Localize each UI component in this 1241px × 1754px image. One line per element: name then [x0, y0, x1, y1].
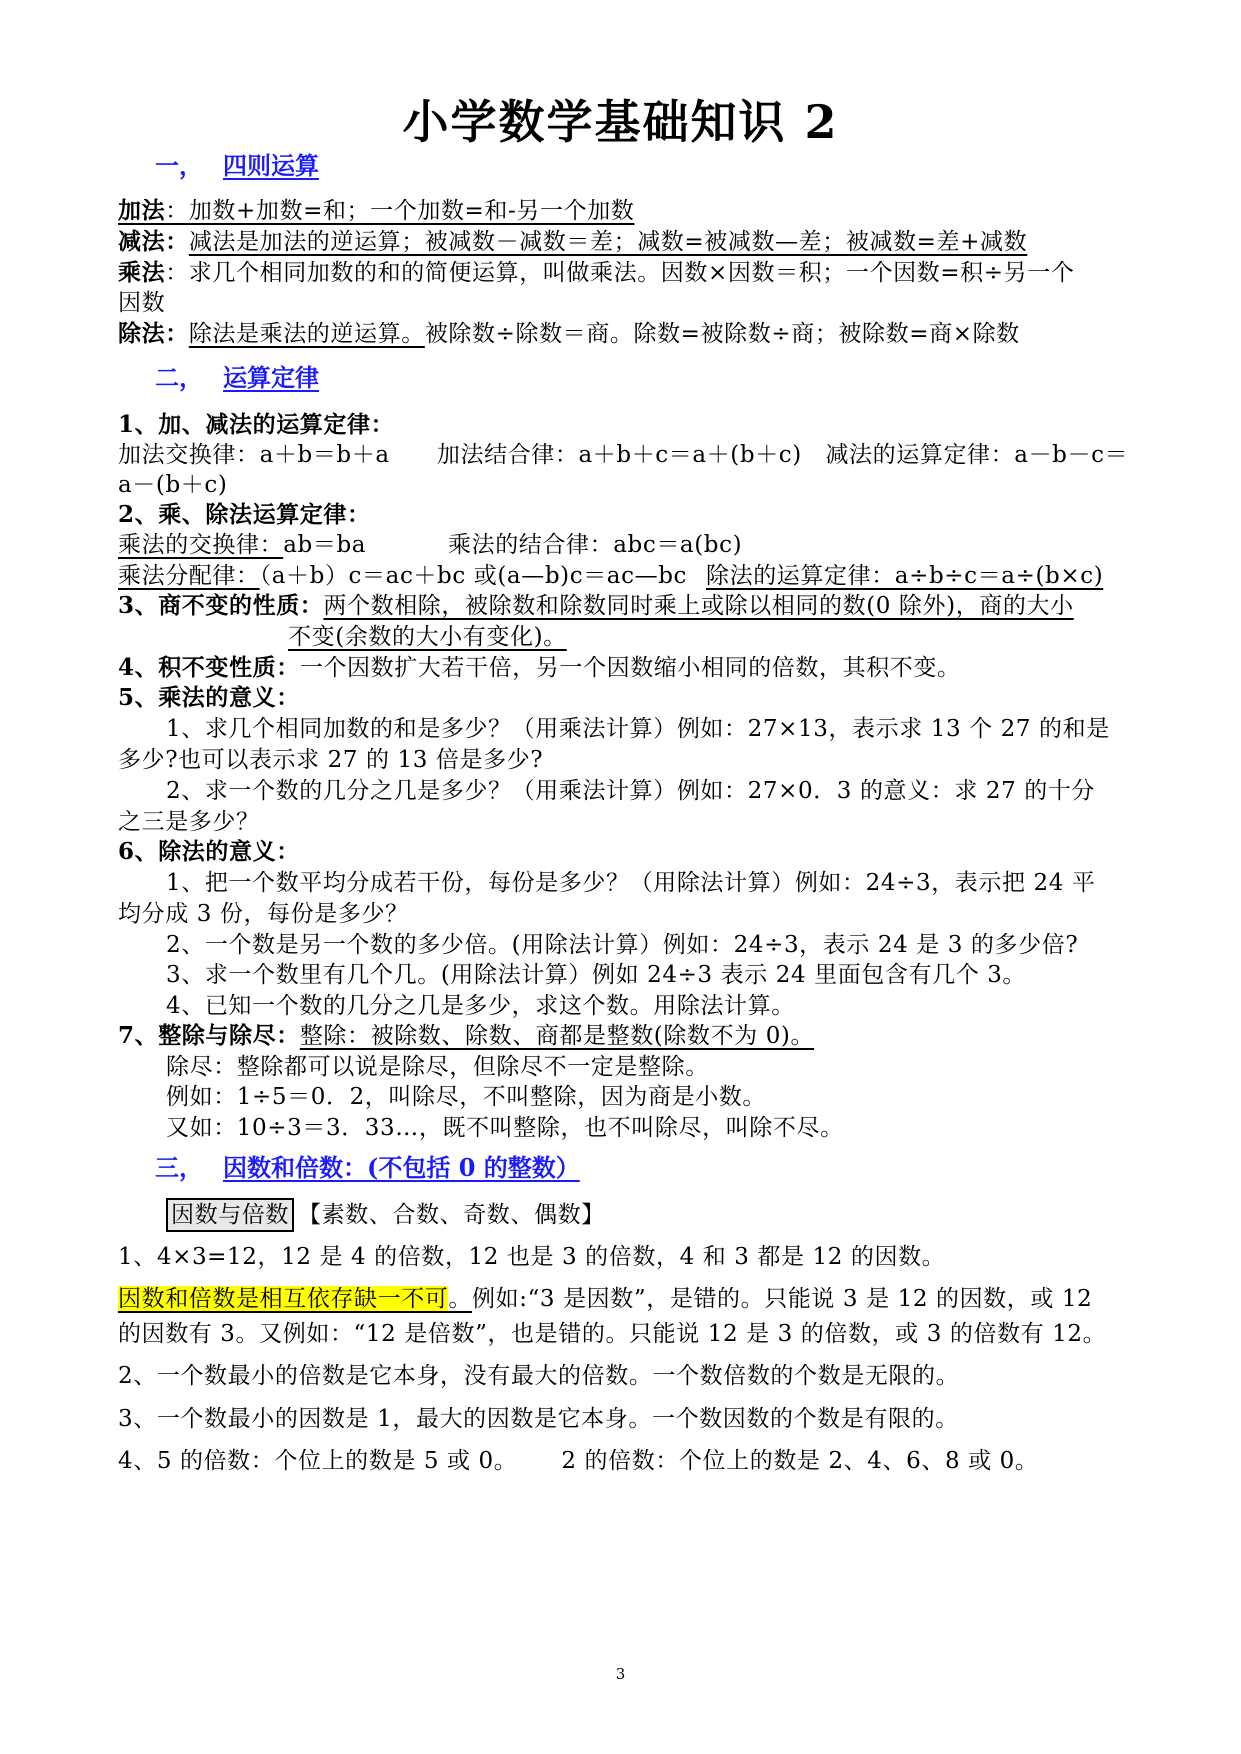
div-meaning-1: 1、把一个数平均分成若干份，每份是多少？（用除法计算）例如：24÷3，表示把 24 平 — [166, 870, 1096, 896]
distributive-label: 乘法分配律： — [118, 563, 260, 589]
associative-text: 乘法的结合律：abc＝a(bc) — [448, 532, 743, 558]
fm-point-4 — [118, 1444, 1038, 1478]
multiplication-line — [118, 256, 1074, 290]
exact-division-note: 除尽：整除都可以说是除尽，但除尽不一定是整除。 — [166, 1054, 709, 1080]
section-number: 一， — [155, 151, 203, 180]
subheading-5: 5、乘法的意义： — [118, 684, 300, 711]
commutative-label: 乘法的交换律： — [118, 532, 284, 558]
section-title: 四则运算 — [223, 151, 319, 180]
subheading-1: 1、加、减法的运算定律： — [118, 411, 395, 438]
subheading-4-text: 一个因数扩大若干倍，另一个因数缩小相同的倍数，其积不变。 — [299, 655, 961, 681]
subheading-3 — [118, 589, 1074, 623]
subheading-3-label: 3、商不变的性质： — [118, 592, 324, 619]
division-label: 除法： — [118, 320, 189, 347]
subheading-7-text: 整除：被除数、除数、商都是整数(除数不为 0)。 — [299, 1023, 815, 1049]
fm-point-highlight — [118, 1282, 1092, 1316]
mul-meaning-2-cont: 之三是多少？ — [118, 809, 260, 835]
division-text: 被除数÷除数＝商。除数=被除数÷商；被除数=商×除数 — [424, 321, 1020, 347]
page-number: 3 — [615, 1665, 626, 1683]
subtraction-line — [118, 225, 1027, 259]
commutative-text: ab＝ba — [283, 532, 367, 558]
section-heading-3 — [155, 1150, 580, 1186]
law-line-1-cont: a－(b＋c) — [118, 472, 228, 498]
section-number: 三， — [155, 1153, 203, 1182]
law-line-3 — [118, 559, 687, 593]
subtraction-text: 减法是加法的逆运算；被减数－减数＝差；减数=被减数—差；被减数=差+减数 — [188, 229, 1028, 255]
subheading-4-label: 4、积不变性质： — [118, 654, 300, 681]
law-line-1: 加法交换律：a＋b＝b＋a 加法结合律：a＋b＋c＝a＋(b＋c) 减法的运算定律：a－b－c＝ — [118, 442, 1129, 468]
distributive-text: （a＋b）c＝ac＋bc 或(a—b)c＝ac—bc — [259, 563, 687, 589]
fm-point-1: 1、4×3=12，12 是 4 的倍数，12 也是 3 的倍数，4 和 3 都是 12 的因数。 — [118, 1244, 946, 1270]
multiple-of-5: 4、5 的倍数：个位上的数是 5 或 0。 — [118, 1448, 518, 1474]
section-heading-2 — [155, 360, 319, 396]
subheading-3-cont: 不变(余数的大小有变化)。 — [288, 624, 567, 650]
subheading-7-label: 7、整除与除尽： — [118, 1022, 300, 1049]
subheading-2: 2、乘、除法运算定律： — [118, 501, 371, 528]
fm-point-highlight-cont: 的因数有 3。又例如：“12 是倍数”，也是错的。只能说 12 是 3 的倍数，或 3 的倍数有 12。 — [118, 1321, 1107, 1347]
topic-box: 因数与倍数 — [166, 1198, 294, 1232]
section-title: 运算定律 — [223, 363, 319, 392]
division-line — [118, 317, 1020, 351]
addition-text: 加数+加数=和；一个加数=和-另一个加数 — [188, 198, 635, 224]
highlight-end: 。 — [448, 1286, 473, 1312]
division-underlined: 除法是乘法的逆运算。 — [188, 321, 425, 347]
multiplication-text: ：求几个相同加数的和的简便运算，叫做乘法。因数×因数＝积；一个因数=积÷另一个 — [165, 260, 1075, 286]
page-title: 小学数学基础知识 2 — [402, 95, 839, 149]
addition-line — [118, 194, 634, 228]
subheading-7 — [118, 1019, 814, 1053]
subheading-4 — [118, 651, 961, 685]
multiplication-label: 乘法 — [118, 259, 166, 286]
div-meaning-4: 4、已知一个数的几分之几是多少，求这个数。用除法计算。 — [166, 993, 795, 1019]
subheading-3-text: 两个数相除，被除数和除数同时乘上或除以相同的数(0 除外)，商的大小 — [323, 593, 1074, 619]
addition-label: 加法 — [118, 197, 166, 224]
section-title: 因数和倍数：(不包括 0 的整数） — [223, 1153, 580, 1182]
subtraction-label: 减法： — [118, 228, 189, 255]
mul-meaning-2: 2、求一个数的几分之几是多少？（用乘法计算）例如：27×0．3 的意义：求 27 的十分 — [166, 778, 1096, 804]
factor-multiple-topic — [166, 1198, 605, 1232]
highlighted-text: 因数和倍数是相互依存缺一不可 — [118, 1286, 449, 1312]
division-law-text: 除法的运算定律：a÷b÷c＝a÷(b×c) — [706, 563, 1104, 589]
section-number: 二， — [155, 363, 203, 392]
multiple-of-2: 2 的倍数：个位上的数是 2、4、6、8 或 0。 — [561, 1448, 1039, 1474]
multiplication-line-cont: 因数 — [118, 290, 166, 316]
div-meaning-3: 3、求一个数里有几个几。(用除法计算）例如 24÷3 表示 24 里面包含有几个 3。 — [166, 962, 1027, 988]
subheading-6: 6、除法的意义： — [118, 838, 300, 865]
div-meaning-1-cont: 均分成 3 份，每份是多少？ — [118, 901, 409, 927]
topic-keywords: 【素数、合数、奇数、偶数】 — [298, 1202, 605, 1228]
example-1: 例如：1÷5＝0．2，叫除尽，不叫整除，因为商是小数。 — [166, 1084, 767, 1110]
div-meaning-2: 2、一个数是另一个数的多少倍。(用除法计算）例如：24÷3，表示 24 是 3 的多少倍? — [166, 932, 1079, 958]
law-line-2 — [118, 528, 366, 562]
fm-point-highlight-rest: 例如:“3 是因数”，是错的。只能说 3 是 12 的因数，或 12 — [472, 1286, 1093, 1312]
addition-colon: ： — [165, 198, 189, 224]
example-2: 又如：10÷3＝3．33…，既不叫整除，也不叫除尽，叫除不尽。 — [166, 1115, 844, 1141]
mul-meaning-1-cont: 多少?也可以表示求 27 的 13 倍是多少? — [118, 747, 544, 773]
mul-meaning-1: 1、求几个相同加数的和是多少？（用乘法计算）例如：27×13，表示求 13 个 27 的和是 — [166, 716, 1110, 742]
fm-point-2: 2、一个数最小的倍数是它本身，没有最大的倍数。一个数倍数的个数是无限的。 — [118, 1363, 960, 1389]
fm-point-3: 3、一个数最小的因数是 1，最大的因数是它本身。一个数因数的个数是有限的。 — [118, 1406, 959, 1432]
section-heading-1 — [155, 148, 319, 184]
